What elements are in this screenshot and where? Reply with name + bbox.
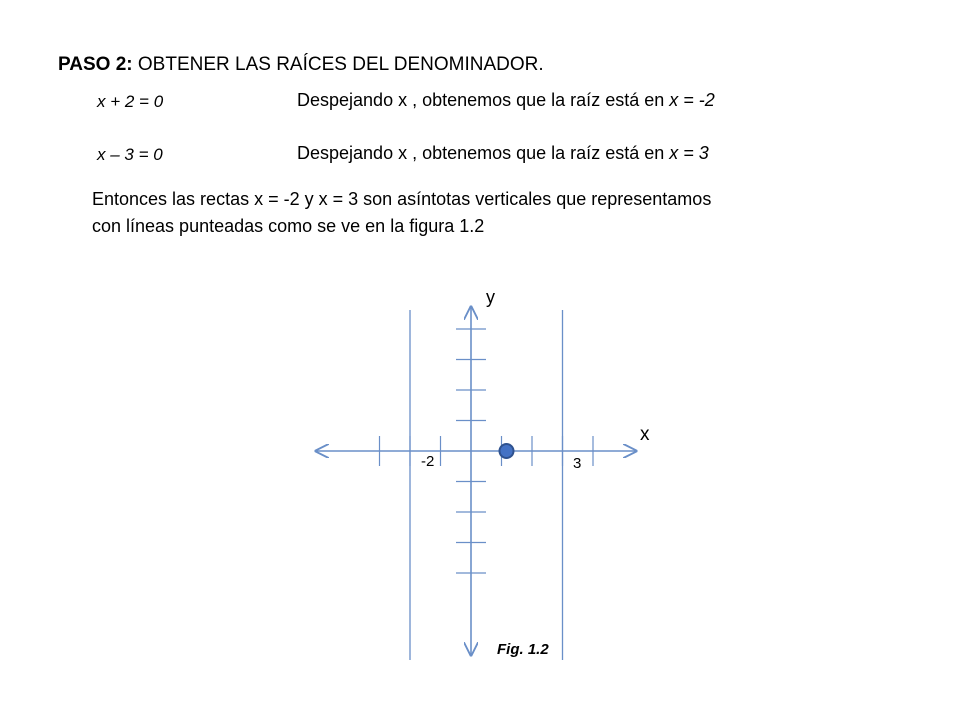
root-point-marker	[500, 444, 514, 458]
root-point	[500, 444, 514, 458]
equation-2: x – 3 = 0	[97, 145, 163, 164]
asymptote-left-label: -2	[421, 453, 435, 470]
explanation-2-result: x = 3	[669, 143, 709, 163]
heading-step: PASO 2:	[58, 54, 133, 75]
explanation-1-text: Despejando x , obtenemos que la raíz está en	[297, 90, 670, 110]
x-axis-label: x	[640, 424, 650, 445]
asymptote-right-label: 3	[573, 455, 582, 472]
y-axis-label: y	[486, 287, 495, 307]
vertical-asymptotes	[410, 310, 563, 660]
conclusion-line-1: Entonces las rectas x = -2 y x = 3 son asíntotas verticales que representamos	[92, 189, 712, 209]
explanation-2-text: Despejando x , obtenemos que la raíz está en	[297, 143, 670, 163]
explanation-1-result: x = -2	[669, 90, 715, 110]
conclusion-line-2: con líneas punteadas como se ve en la figura 1.2	[92, 216, 485, 236]
heading-title: OBTENER LAS RAÍCES DEL DENOMINADOR.	[132, 54, 544, 75]
equation-1: x + 2 = 0	[97, 92, 164, 111]
figure-caption: Fig. 1.2	[497, 641, 549, 658]
